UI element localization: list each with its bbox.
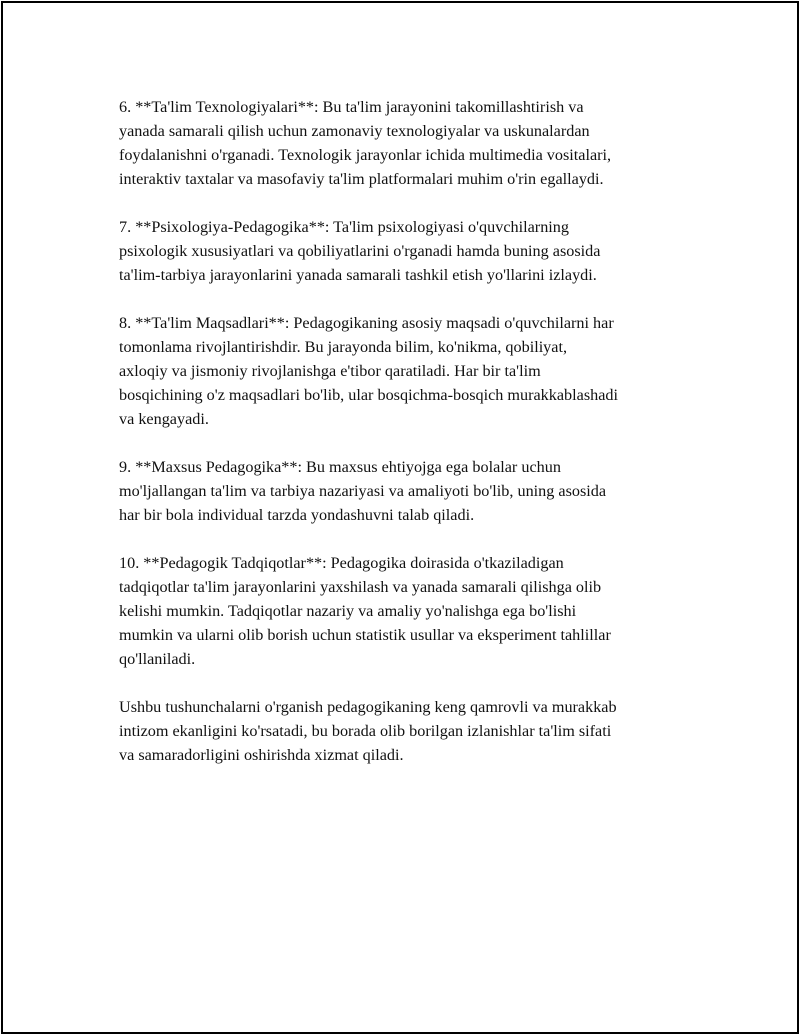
text-line: mo'ljallangan ta'lim va tarbiya nazariyasi va amaliyoti bo'lib, uning asosida <box>119 482 607 500</box>
document-page <box>1 1 799 1034</box>
text-line: interaktiv taxtalar va masofaviy ta'lim platformalari muhim o'rin egallaydi. <box>119 170 604 188</box>
text-line: va samaradorligini oshirishda xizmat qiladi. <box>119 746 404 764</box>
text-line: tadqiqotlar ta'lim jarayonlarini yaxshilash va yanada samarali qilishga olib <box>119 578 602 596</box>
text-line: intizom ekanligini ko'rsatadi, bu borada olib borilgan izlanishlar ta'lim sifati <box>119 722 612 740</box>
text-line: va kengayadi. <box>119 410 209 428</box>
text-line: yanada samarali qilish uchun zamonaviy texnologiyalar va uskunalardan <box>119 122 590 140</box>
text-line: bosqichining o'z maqsadlari bo'lib, ular bosqichma-bosqich murakkablashadi <box>119 386 618 404</box>
text-line: Ushbu tushunchalarni o'rganish pedagogikaning keng qamrovli va murakkab <box>119 698 617 716</box>
text-line: 7. **Psixologiya-Pedagogika**: Ta'lim psixologiyasi o'quvchilarning <box>119 218 569 236</box>
text-line: foydalanishni o'rganadi. Texnologik jarayonlar ichida multimedia vositalari, <box>119 146 612 164</box>
text-line: 8. **Ta'lim Maqsadlari**: Pedagogikaning asosiy maqsadi o'quvchilarni har <box>119 314 614 332</box>
text-line: kelishi mumkin. Tadqiqotlar nazariy va amaliy yo'nalishga ega bo'lishi <box>119 602 577 620</box>
text-line: har bir bola individual tarzda yondashuvni talab qiladi. <box>119 506 475 524</box>
paragraph <box>119 695 699 767</box>
text-line: 6. **Ta'lim Texnologiyalari**: Bu ta'lim jarayonini takomillashtirish va <box>119 98 584 116</box>
paragraph <box>119 455 699 527</box>
text-line: ta'lim-tarbiya jarayonlarini yanada samarali tashkil etish yo'llarini izlaydi. <box>119 266 597 284</box>
paragraph <box>119 215 699 287</box>
text-line: qo'llaniladi. <box>119 650 196 668</box>
text-line: psixologik xususiyatlari va qobiliyatlarini o'rganadi hamda buning asosida <box>119 242 601 260</box>
text-line: 9. **Maxsus Pedagogika**: Bu maxsus ehtiyojga ega bolalar uchun <box>119 458 561 476</box>
paragraph <box>119 551 699 671</box>
text-line: tomonlama rivojlantirishdir. Bu jarayonda bilim, ko'nikma, qobiliyat, <box>119 338 568 356</box>
paragraph <box>119 311 699 431</box>
text-line: axloqiy va jismoniy rivojlanishga e'tibor qaratiladi. Har bir ta'lim <box>119 362 541 380</box>
text-line: mumkin va ularni olib borish uchun statistik usullar va eksperiment tahlillar <box>119 626 611 644</box>
document-body <box>119 95 699 791</box>
paragraph <box>119 95 699 191</box>
text-line: 10. **Pedagogik Tadqiqotlar**: Pedagogika doirasida o'tkaziladigan <box>119 554 564 572</box>
